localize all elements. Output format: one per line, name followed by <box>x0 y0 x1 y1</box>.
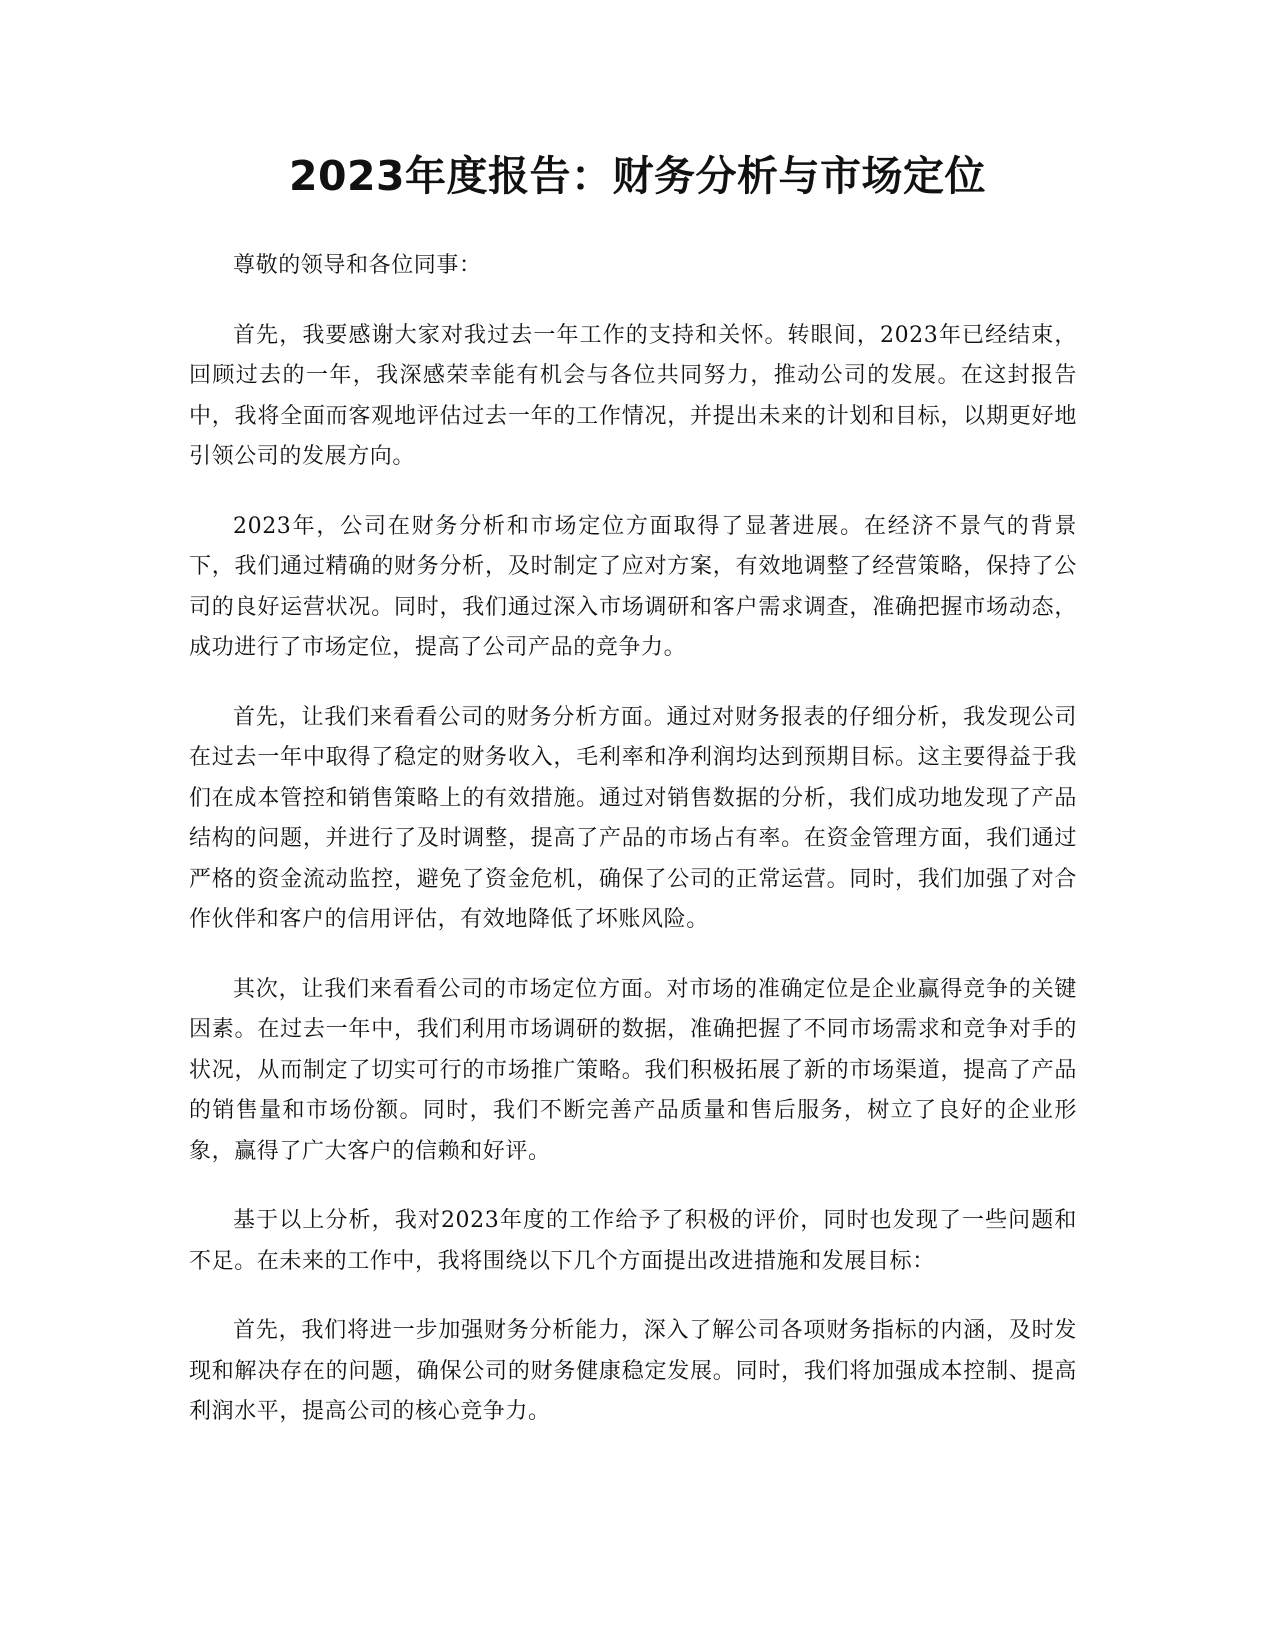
salutation: 尊敬的领导和各位同事： <box>233 253 482 278</box>
paragraph-plan-financial: 首先，我们将进一步加强财务分析能力，深入了解公司各项财务指标的内涵，及时发现和解决存在的问题，确保公司的财务健康稳定发展。同时，我们将加强成本控制、提高利润水平，提高公司的核心竞争力。 <box>189 1318 1077 1424</box>
paragraph-market-positioning: 其次，让我们来看看公司的市场定位方面。对市场的准确定位是企业赢得竞争的关键因素。在过去一年中，我们利用市场调研的数据，准确把握了不同市场需求和竞争对手的状况，从而制定了切实可行的市场推广策略。我们积极拓展了新的市场渠道，提高了产品的销售量和市场份额。同时，我们不断完善产品质量和售后服务，树立了良好的企业形象，赢得了广大客户的信赖和好评。 <box>189 976 1077 1164</box>
paragraph-overview: 2023年，公司在财务分析和市场定位方面取得了显著进展。在经济不景气的背景下，我们通过精确的财务分析，及时制定了应对方案，有效地调整了经营策略，保持了公司的良好运营状况。同时，我们通过深入市场调研和客户需求调查，准确把握市场动态，成功进行了市场定位，提高了公司产品的竞争力。 <box>189 513 1077 660</box>
page-title: 2023年度报告：财务分析与市场定位 <box>288 152 987 200</box>
paragraph-intro: 首先，我要感谢大家对我过去一年工作的支持和关怀。转眼间，2023年已经结束，回顾过去的一年，我深感荣幸能有机会与各位共同努力，推动公司的发展。在这封报告中，我将全面而客观地评估过去一年的工作情况，并提出未来的计划和目标，以期更好地引领公司的发展方向。 <box>189 322 1077 469</box>
paragraph-financial-analysis: 首先，让我们来看看公司的财务分析方面。通过对财务报表的仔细分析，我发现公司在过去一年中取得了稳定的财务收入，毛利率和净利润均达到预期目标。这主要得益于我们在成本管控和销售策略上的有效措施。通过对销售数据的分析，我们成功地发现了产品结构的问题，并进行了及时调整，提高了产品的市场占有率。在资金管理方面，我们通过严格的资金流动监控，避免了资金危机，确保了公司的正常运营。同时，我们加强了对合作伙伴和客户的信用评估，有效地降低了坏账风险。 <box>189 704 1077 932</box>
paragraph-evaluation: 基于以上分析，我对2023年度的工作给予了积极的评价，同时也发现了一些问题和不足。在未来的工作中，我将围绕以下几个方面提出改进措施和发展目标： <box>189 1208 1077 1274</box>
report-body <box>189 246 1077 1462</box>
